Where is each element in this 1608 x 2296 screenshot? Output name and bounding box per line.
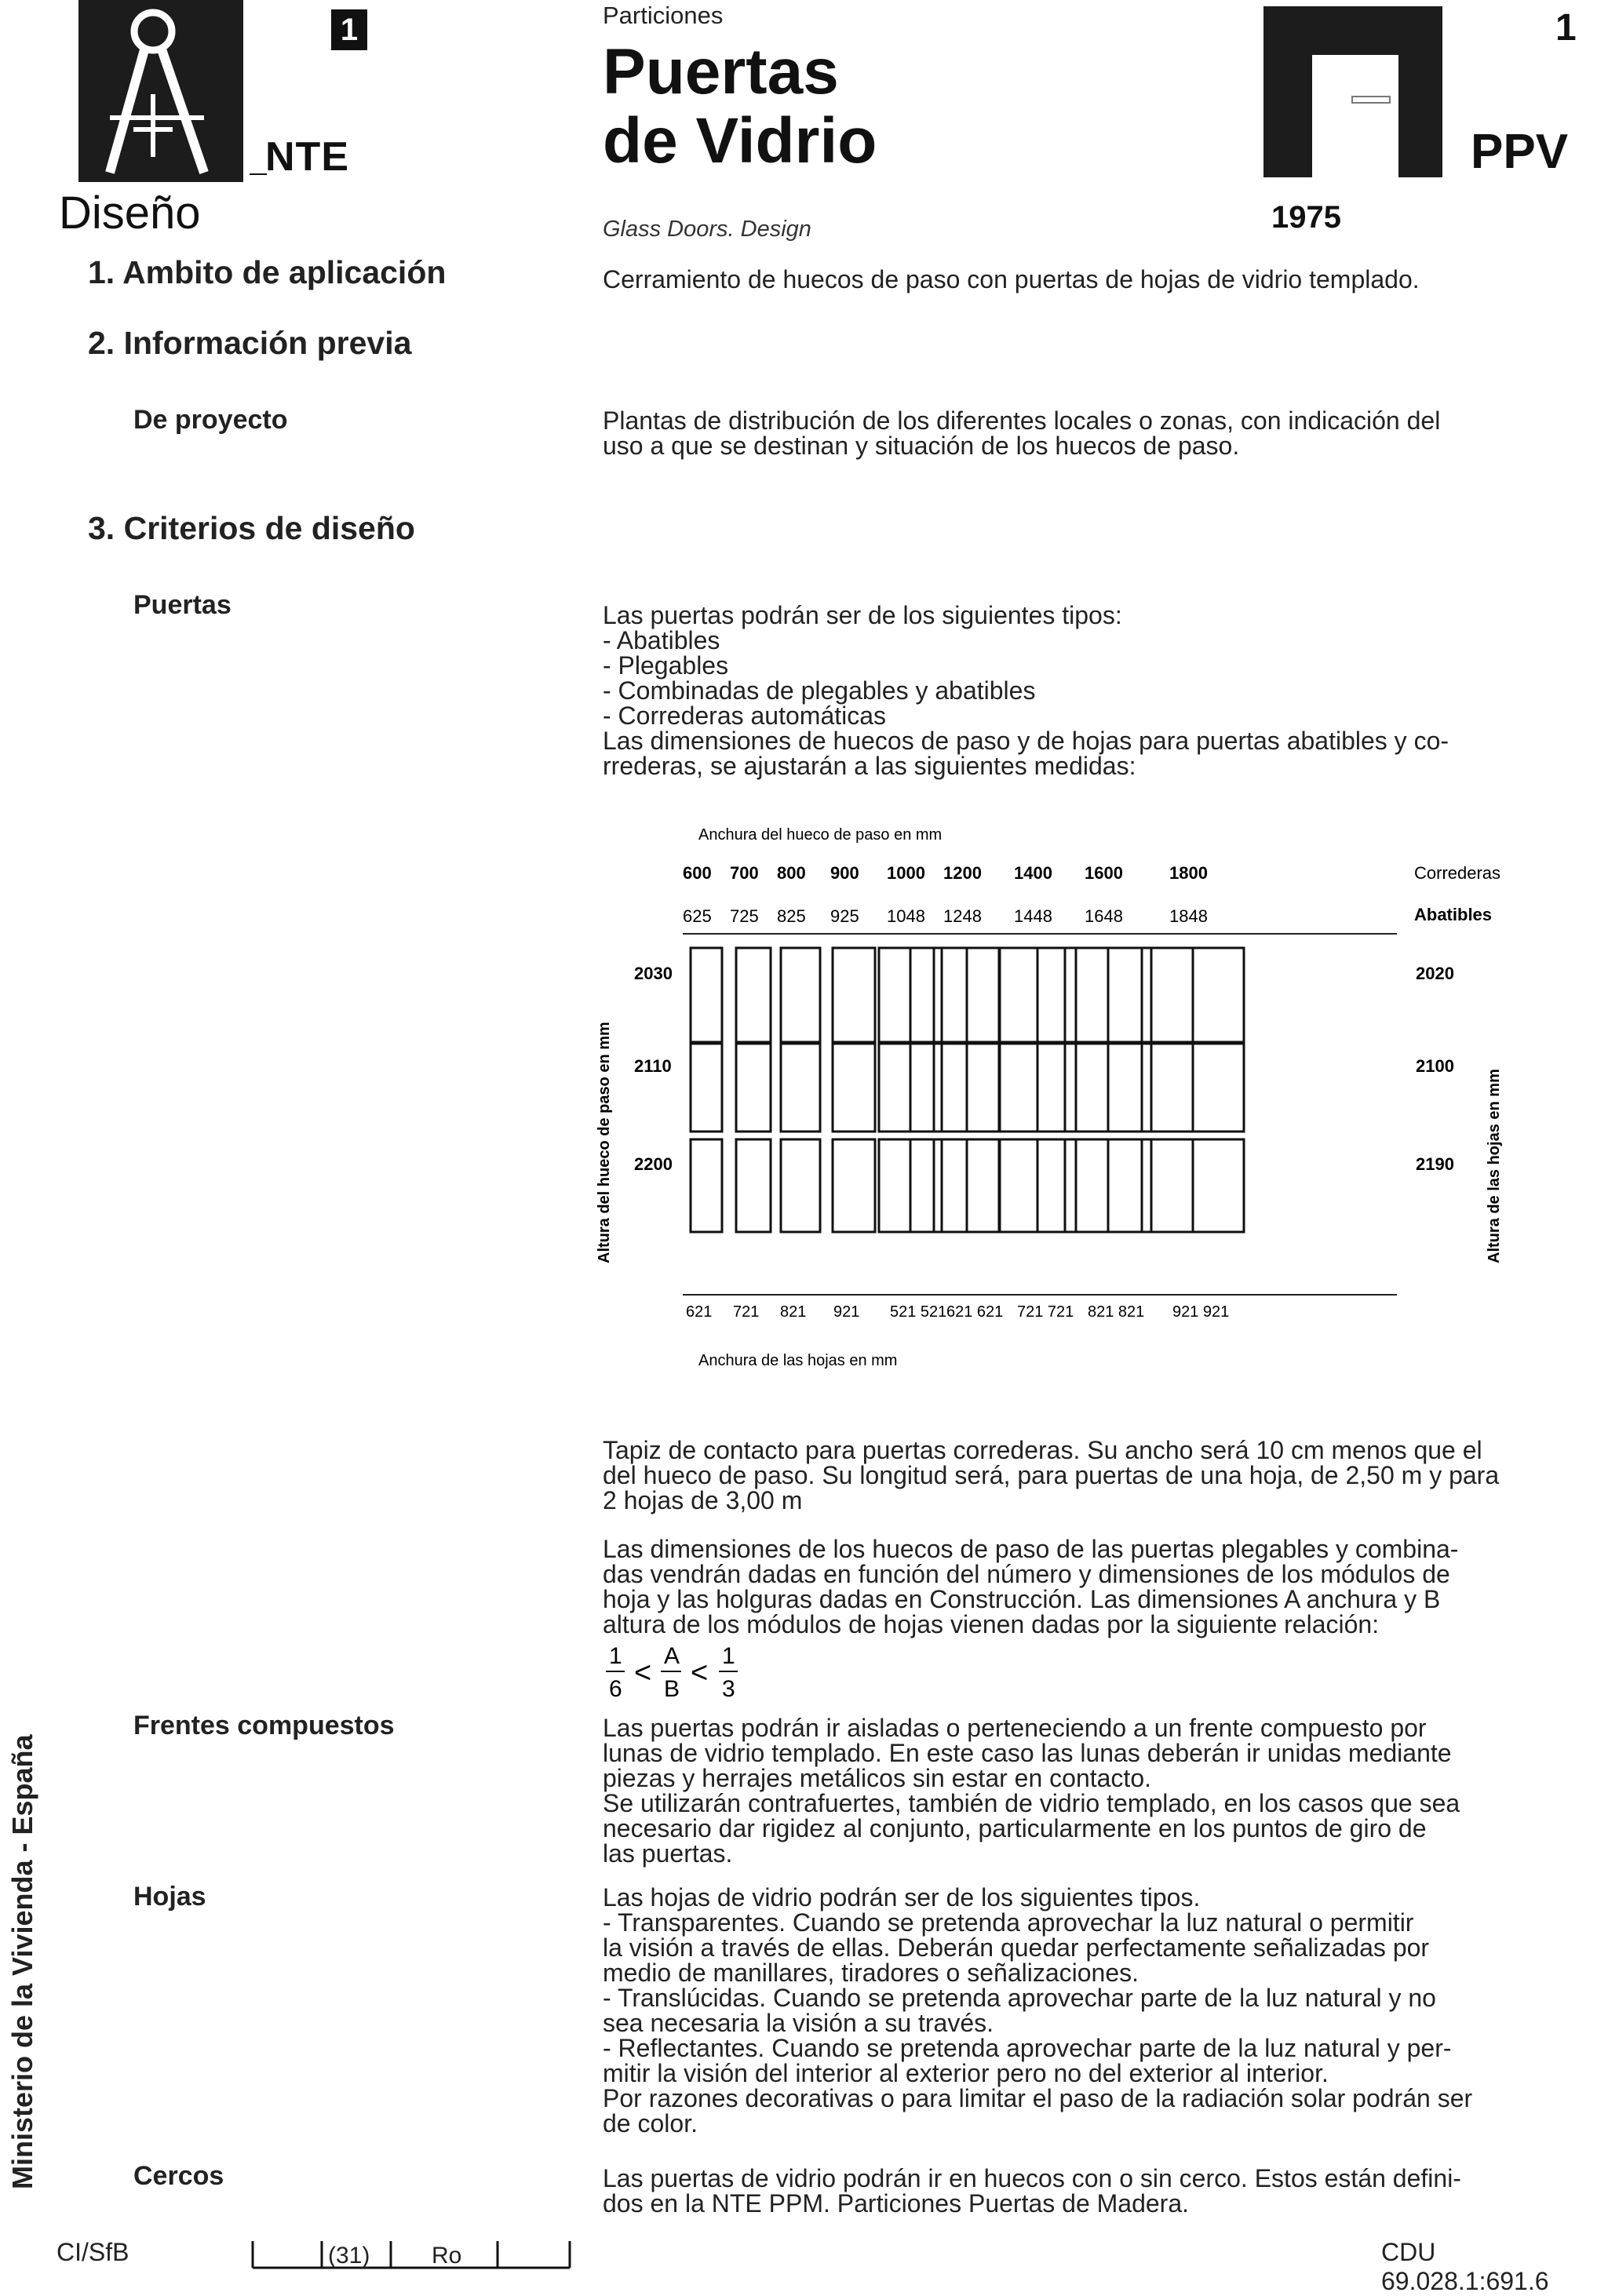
correderas-width-label: 800 [777, 863, 806, 883]
abatibles-label: Abatibles [1414, 905, 1493, 924]
door-leaf [736, 948, 771, 1042]
dimensiones-text [603, 1536, 1458, 1637]
ppv-code: PPV [1471, 125, 1569, 179]
text-line: del hueco de paso. Su longitud será, para puertas de una hoja, de 2,50 m y para [603, 1461, 1500, 1489]
svg-text:1: 1 [609, 1643, 622, 1669]
text-line: - Translúcidas. Cuando se pretenda aprovechar parte de la luz natural y no [603, 1984, 1436, 2012]
correderas-width-label: 1600 [1085, 863, 1123, 883]
correderas-label: Correderas [1414, 863, 1501, 883]
text-line: piezas y herrajes metálicos sin estar en contacto. [603, 1764, 1151, 1792]
hoja-height-label: 2100 [1416, 1056, 1454, 1076]
correderas-width-label: 900 [830, 863, 859, 883]
text-line: mitir la visión del interior al exterior pero no del exterior al interior. [603, 2059, 1329, 2087]
nte-underline [250, 173, 267, 175]
heading-criterios: 3. Criterios de diseño [88, 510, 415, 546]
correderas-width-label: 1800 [1169, 863, 1208, 883]
door-leaf [691, 1139, 722, 1232]
abatibles-width-label: 1248 [943, 906, 982, 926]
door-leaf [736, 1044, 771, 1132]
abatibles-width-label: 725 [730, 906, 759, 926]
door-leaf [833, 1139, 875, 1232]
svg-text:B: B [664, 1676, 680, 1702]
door-leaf [691, 948, 722, 1042]
door-dimensions-diagram [581, 808, 1554, 1405]
text-line: Tapiz de contacto para puertas correderas. Su ancho será 10 cm menos que el [603, 1436, 1482, 1464]
heading-informacion: 2. Información previa [88, 325, 412, 361]
label-hojas: Hojas [133, 1882, 206, 1912]
text-line: altura de los módulos de hojas vienen dadas por la siguiente relación: [603, 1610, 1380, 1638]
diagram-bottom-title: Anchura de las hojas en mm [698, 1352, 898, 1369]
left-axis-label: Altura del hueco de paso en mm [596, 1022, 613, 1263]
hoja-height-label: 2020 [1416, 964, 1454, 983]
text-line: Las dimensiones de huecos de paso y de hojas para puertas abatibles y co- [603, 727, 1449, 755]
door-leaf [781, 948, 820, 1042]
nte-label: NTE [265, 134, 349, 180]
text-line: 2 hojas de 3,00 m [603, 1486, 803, 1514]
compass-emblem-icon [78, 0, 243, 182]
text-line: Las puertas de vidrio podrán ir en huecos con o sin cerco. Estos están defini- [603, 2164, 1461, 2192]
abatibles-width-label: 1648 [1085, 906, 1123, 926]
text-line: - Reflectantes. Cuando se pretenda aprovechar parte de la luz natural y per- [603, 2034, 1452, 2062]
door-leaf [781, 1139, 820, 1232]
hoja-width-label: 921 [833, 1303, 860, 1321]
svg-text:6: 6 [609, 1676, 622, 1702]
text-line: rrederas, se ajustarán a las siguientes medidas: [603, 752, 1136, 780]
logo-badge: 1 [331, 9, 367, 50]
label-de-proyecto: De proyecto [133, 405, 288, 435]
abatibles-width-label: 1048 [887, 906, 925, 926]
abatibles-width-label: 1448 [1014, 906, 1052, 926]
hoja-width-label: 721 721 [1017, 1303, 1074, 1321]
label-cercos: Cercos [133, 2161, 224, 2191]
cercos-text [603, 2166, 1461, 2216]
door-handle-icon [1351, 96, 1391, 104]
right-axis-label: Altura de las hojas en mm [1486, 1069, 1503, 1263]
abatibles-width-label: 925 [830, 906, 859, 926]
text-line: sea necesaria la visión a su través. [603, 2009, 994, 2037]
door-opening [1312, 55, 1398, 177]
ratio-formula [603, 1640, 775, 1703]
svg-text:3: 3 [722, 1676, 735, 1702]
door-leaf [691, 1044, 722, 1132]
correderas-width-label: 1000 [887, 863, 925, 883]
hoja-width-label: 521 521 [890, 1303, 947, 1321]
abatibles-width-label: 625 [683, 906, 712, 926]
correderas-width-label: 1200 [943, 863, 982, 883]
text-line: Las hojas de vidrio podrán ser de los siguientes tipos. [603, 1883, 1201, 1912]
page-title [603, 38, 877, 176]
correderas-width-label: 700 [730, 863, 759, 883]
text-line: - Combinadas de plegables y abatibles [603, 676, 1036, 705]
text-line: lunas de vidrio templado. En este caso las lunas deberán ir unidas mediante [603, 1739, 1452, 1767]
text-line: las puertas. [603, 1839, 733, 1868]
abatibles-width-label: 1848 [1169, 906, 1208, 926]
category-label: Particiones [603, 2, 724, 29]
abatibles-width-label: 825 [777, 906, 806, 926]
text-line: - Transparentes. Cuando se pretenda aprovechar la luz natural o permitir [603, 1908, 1414, 1937]
section-diseno: Diseño [59, 188, 201, 239]
text-line: hoja y las holguras dadas en Construcción. Las dimensiones A anchura y B [603, 1585, 1441, 1613]
text-line: - Abatibles [603, 626, 720, 654]
hoja-width-label: 921 921 [1172, 1303, 1230, 1321]
hoja-width-label: 621 [686, 1303, 713, 1321]
door-leaf [781, 1044, 820, 1132]
frentes-text [603, 1715, 1460, 1866]
text-line: das vendrán dadas en función del número y dimensiones de los módulos de [603, 1560, 1450, 1588]
hoja-width-label: 821 821 [1088, 1303, 1145, 1321]
hojas-text [603, 1885, 1472, 2136]
label-puertas: Puertas [133, 590, 232, 620]
hoja-height-label: 2190 [1416, 1154, 1454, 1174]
correderas-width-label: 1400 [1014, 863, 1052, 883]
text-line: medio de manillares, tiradores o señalizaciones. [603, 1959, 1139, 1987]
title-line-2: de Vidrio [603, 105, 877, 177]
hoja-width-label: 721 [733, 1303, 760, 1321]
svg-text:<: < [634, 1656, 652, 1689]
cdu-code: CDU 69.028.1:691.6 [1381, 2238, 1549, 2295]
door-leaf [833, 948, 875, 1042]
proyecto-line: uso a que se destinan y situación de los huecos de paso. [603, 432, 1240, 460]
text-line: necesario dar rigidez al conjunto, particularmente en los puntos de giro de [603, 1814, 1427, 1842]
proyecto-text [603, 408, 1440, 458]
sheet-number: 1 [1555, 7, 1577, 49]
title-line-1: Puertas [603, 36, 839, 108]
hoja-width-label: 621 621 [946, 1303, 1004, 1321]
tapiz-text [603, 1438, 1499, 1513]
puertas-text [603, 603, 1449, 778]
correderas-width-label: 600 [683, 863, 712, 883]
text-line: Por razones decorativas o para limitar el paso de la radiación solar podrán ser [603, 2084, 1473, 2112]
ministry-vertical-label: Ministerio de la Vivienda - España [6, 1734, 38, 2189]
text-line: Las dimensiones de los huecos de paso de las puertas plegables y combina- [603, 1535, 1459, 1563]
svg-text:(31): (31) [328, 2243, 370, 2269]
text-line: de color. [603, 2109, 698, 2137]
hueco-height-label: 2030 [634, 964, 673, 983]
door-leaf [736, 1139, 771, 1232]
door-leaf [833, 1044, 875, 1132]
text-line: Se utilizarán contrafuertes, también de vidrio templado, en los casos que sea [603, 1789, 1460, 1817]
ambito-text: Cerramiento de huecos de paso con puertas de hojas de vidrio templado. [603, 265, 1420, 293]
cisfb-classification-boxes [250, 2233, 587, 2271]
text-line: dos en la NTE PPM. Particiones Puertas de Madera. [603, 2189, 1190, 2218]
diagram-top-title: Anchura del hueco de paso en mm [698, 826, 943, 844]
text-line: Las puertas podrán ir aisladas o perteneciendo a un frente compuesto por [603, 1714, 1427, 1742]
text-line: Las puertas podrán ser de los siguientes tipos: [603, 601, 1122, 629]
publication-year: 1975 [1271, 200, 1341, 235]
text-line: - Plegables [603, 651, 729, 680]
hoja-width-label: 821 [780, 1303, 807, 1321]
svg-text:<: < [691, 1656, 709, 1689]
label-frentes-compuestos: Frentes compuestos [133, 1711, 395, 1740]
svg-text:Ro: Ro [432, 2243, 462, 2269]
cisfb-label: CI/SfB [57, 2238, 129, 2266]
svg-text:1: 1 [722, 1643, 735, 1669]
hueco-height-label: 2110 [634, 1056, 672, 1076]
english-subtitle: Glass Doors. Design [603, 217, 811, 242]
text-line: - Correderas automáticas [603, 702, 887, 730]
hueco-height-label: 2200 [634, 1154, 673, 1174]
heading-ambito: 1. Ambito de aplicación [88, 254, 447, 290]
proyecto-line: Plantas de distribución de los diferentes locales o zonas, con indicación del [603, 406, 1441, 435]
text-line: la visión a través de ellas. Deberán quedar perfectamente señalizadas por [603, 1933, 1430, 1962]
svg-text:A: A [664, 1643, 680, 1669]
